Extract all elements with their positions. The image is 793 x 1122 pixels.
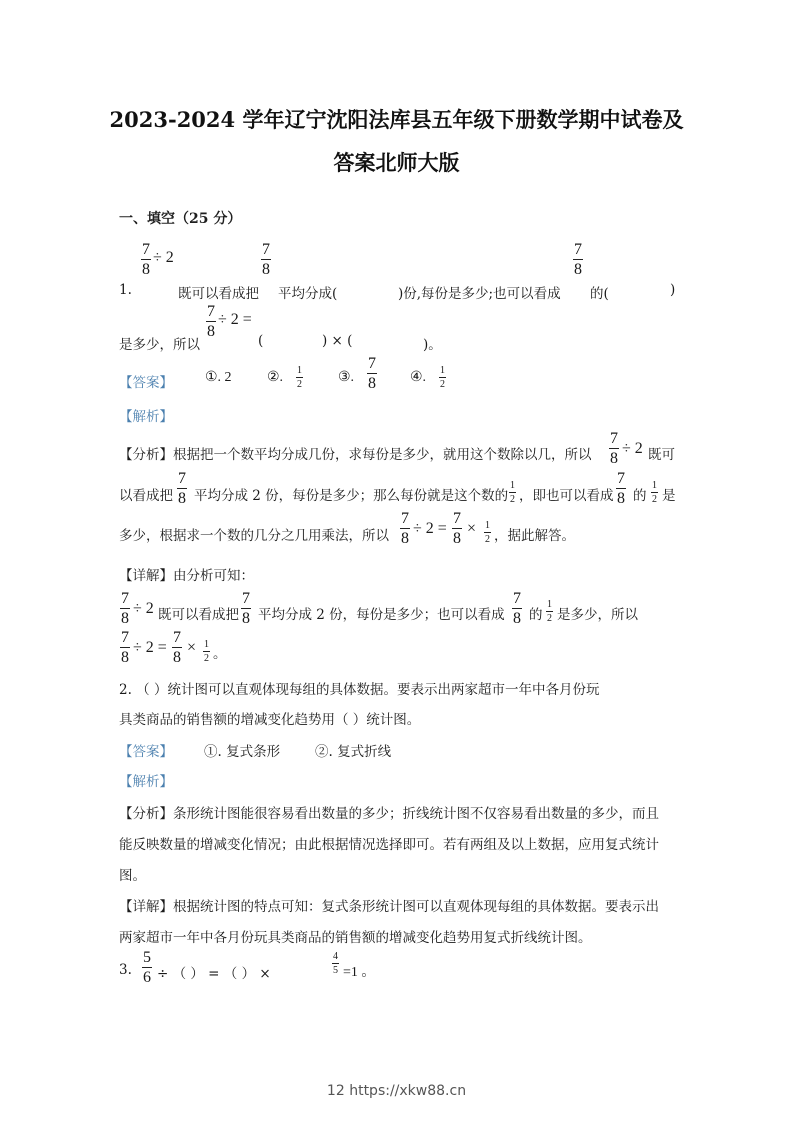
q1-answer-2-prefix: ②. xyxy=(267,370,284,385)
q1-line2-a: 是多少，所以 xyxy=(119,337,200,353)
section-heading-fill-blank: 一、填空（25 分） xyxy=(119,211,242,227)
q1-fenxi-line2-b: 平均分成 2 份，每份是多少；那么每份就是这个数的 xyxy=(194,488,509,504)
q1-fenxi-div2: ÷ 2 xyxy=(622,440,643,457)
q3-result: =1 。 xyxy=(343,965,376,980)
q1-divide-2: ÷ 2 xyxy=(153,249,174,266)
q1-xiangjie-half-2: $\frac{1}{2}$ xyxy=(204,639,209,664)
q1-text-e: ) xyxy=(670,282,676,298)
q1-xiangjie-line1-b: 平均分成 2 份，每份是多少；也可以看成 xyxy=(258,607,505,623)
q1-text-c: )份,每份是多少;也可以看成 xyxy=(398,286,561,302)
q1-fraction-expression xyxy=(140,242,152,278)
q1-xiangjie-fraction-3: $\frac{7}{8}$ xyxy=(513,590,521,627)
q1-xiangjie-end: 。 xyxy=(213,646,227,662)
q1-xiangjie-intro: 【详解】由分析可知： xyxy=(119,568,254,584)
q1-answer-3-fraction: $\frac{7}{8}$ xyxy=(368,355,376,392)
q1-text-b: 平均分成( xyxy=(278,286,338,302)
q1-xiangjie-fraction-2: $\frac{7}{8}$ xyxy=(242,590,250,627)
q1-fenxi-line2-c: ，即也可以看成 xyxy=(519,488,614,504)
q1-answer-2-fraction: $\frac{1}{2}$ xyxy=(297,365,302,390)
q1-fenxi-line2-d: 的 xyxy=(633,488,647,504)
q1-xiangjie-fraction-4: $\frac{7}{8}$ xyxy=(121,629,129,666)
q1-xiangjie-line1-c: 的 xyxy=(529,607,543,623)
q1-line2-fraction: $\frac{7}{8}$ xyxy=(207,303,215,340)
q1-xiangjie-fraction-5: $\frac{7}{8}$ xyxy=(173,629,181,666)
q1-fenxi-line2-e: 是 xyxy=(662,488,676,504)
q1-fenxi-fraction-4: $\frac{7}{8}$ xyxy=(401,510,409,547)
q1-xiangjie-div2: ÷ 2 xyxy=(133,600,154,617)
fraction-7-8: $\frac{7}{8}$ xyxy=(142,241,150,278)
q1-fenxi-fraction-5: $\frac{7}{8}$ xyxy=(453,510,461,547)
q1-fraction-7-8-b: $\frac{7}{8}$ xyxy=(262,241,270,278)
q1-fenxi-half-1: $\frac{1}{2}$ xyxy=(510,480,515,505)
q1-answer-4-prefix: ④. xyxy=(410,370,427,385)
q2-xiangjie-line2: 两家超市一年中各月份玩具类商品的销售额的增减变化趋势用复式折线统计图。 xyxy=(119,930,592,946)
q1-line2-eq: ÷ 2 = xyxy=(218,311,252,328)
q2-fenxi-line2: 能反映数量的增减变化情况；由此根据情况选择即可。若有两组及以上数据，应用复式统计 xyxy=(119,837,659,853)
q1-xiangjie-fraction-1: $\frac{7}{8}$ xyxy=(121,590,129,627)
q1-fenxi-fraction-1: $\frac{7}{8}$ xyxy=(610,430,618,467)
q1-fenxi-line3-b: ，据此解答。 xyxy=(494,528,575,544)
q1-xiangjie-half-1: $\frac{1}{2}$ xyxy=(547,599,552,624)
q1-answer-4-fraction: $\frac{1}{2}$ xyxy=(440,365,445,390)
q2-line1: 2. （ ）统计图可以直观体现每组的具体数据。要表示出两家超市一年中各月份玩 xyxy=(119,682,600,698)
q1-xiangjie-times: × xyxy=(187,639,197,656)
page-footer xyxy=(0,1083,793,1099)
q3-fraction-4-5: $\frac{4}{5}$ xyxy=(333,951,338,976)
answer-label-q2: 【答案】 xyxy=(119,744,173,760)
q1-fenxi-half-2: $\frac{1}{2}$ xyxy=(652,480,657,505)
q1-xiangjie-line1-d: 是多少，所以 xyxy=(557,607,638,623)
q1-fenxi-line1: 【分析】根据把一个数平均分成几份，求每份是多少，就用这个数除以几，所以 xyxy=(119,447,592,463)
q2-answer-2: ②. 复式折线 xyxy=(315,744,392,760)
q1-fraction-7-8-c: $\frac{7}{8}$ xyxy=(574,241,582,278)
analysis-label-q2: 【解析】 xyxy=(119,774,173,790)
q2-line2: 具类商品的销售额的增减变化趋势用（ ）统计图。 xyxy=(119,712,421,728)
q1-answer-3-prefix: ③. xyxy=(338,370,355,385)
document-title-line-1: 2023-2024 学年辽宁沈阳法库县五年级下册数学期中试卷及 xyxy=(109,107,684,132)
answer-label-q1: 【答案】 xyxy=(119,375,173,391)
q2-answer-1: ①. 复式条形 xyxy=(204,744,281,760)
analysis-label-q1: 【解析】 xyxy=(119,409,173,425)
q1-number: 1. xyxy=(119,282,132,298)
q1-fenxi-fraction-2: $\frac{7}{8}$ xyxy=(178,470,186,507)
q3-fraction-5-6: $\frac{5}{6}$ xyxy=(143,949,151,986)
q1-fenxi-line3-a: 多少，根据求一个数的几分之几用乘法，所以 xyxy=(119,528,389,544)
footer-url[interactable]: https://xkw88.cn xyxy=(349,1083,467,1099)
q2-fenxi-line1: 【分析】条形统计图能很容易看出数量的多少；折线统计图不仅容易看出数量的多少，而且 xyxy=(119,806,659,822)
q1-fenxi-line2-a: 以看成把 xyxy=(119,488,173,504)
q1-text-d: 的( xyxy=(590,286,609,302)
document-title-line-2: 答案北师大版 xyxy=(333,150,460,175)
page-number: 12 xyxy=(326,1083,345,1099)
q1-fenxi-half-3: $\frac{1}{2}$ xyxy=(485,520,490,545)
q3-expression: ÷ （ ） = （ ） × xyxy=(157,966,271,982)
q1-answer-1: ①. 2 xyxy=(205,370,232,385)
q1-fenxi-times: × xyxy=(467,520,477,537)
q1-text-a: 既可以看成把 xyxy=(178,286,259,302)
q1-xiangjie-div2-eq: ÷ 2 = xyxy=(133,639,167,656)
q1-fenxi-line1-end: 既可 xyxy=(648,447,675,463)
q2-xiangjie-line1: 【详解】根据统计图的特点可知：复式条形统计图可以直观体现每组的具体数据。要表示出 xyxy=(119,899,659,915)
q1-times: ) × ( xyxy=(322,333,353,349)
q3-number: 3. xyxy=(119,962,132,978)
q1-xiangjie-line1-a: 既可以看成把 xyxy=(158,607,239,623)
q2-fenxi-line3: 图。 xyxy=(119,868,146,884)
q1-blank-4-close: )。 xyxy=(423,337,442,353)
q1-blank-3-open: ( xyxy=(258,333,264,349)
q1-fenxi-div2-eq: ÷ 2 = xyxy=(413,520,447,537)
q1-fenxi-fraction-3: $\frac{7}{8}$ xyxy=(617,470,625,507)
